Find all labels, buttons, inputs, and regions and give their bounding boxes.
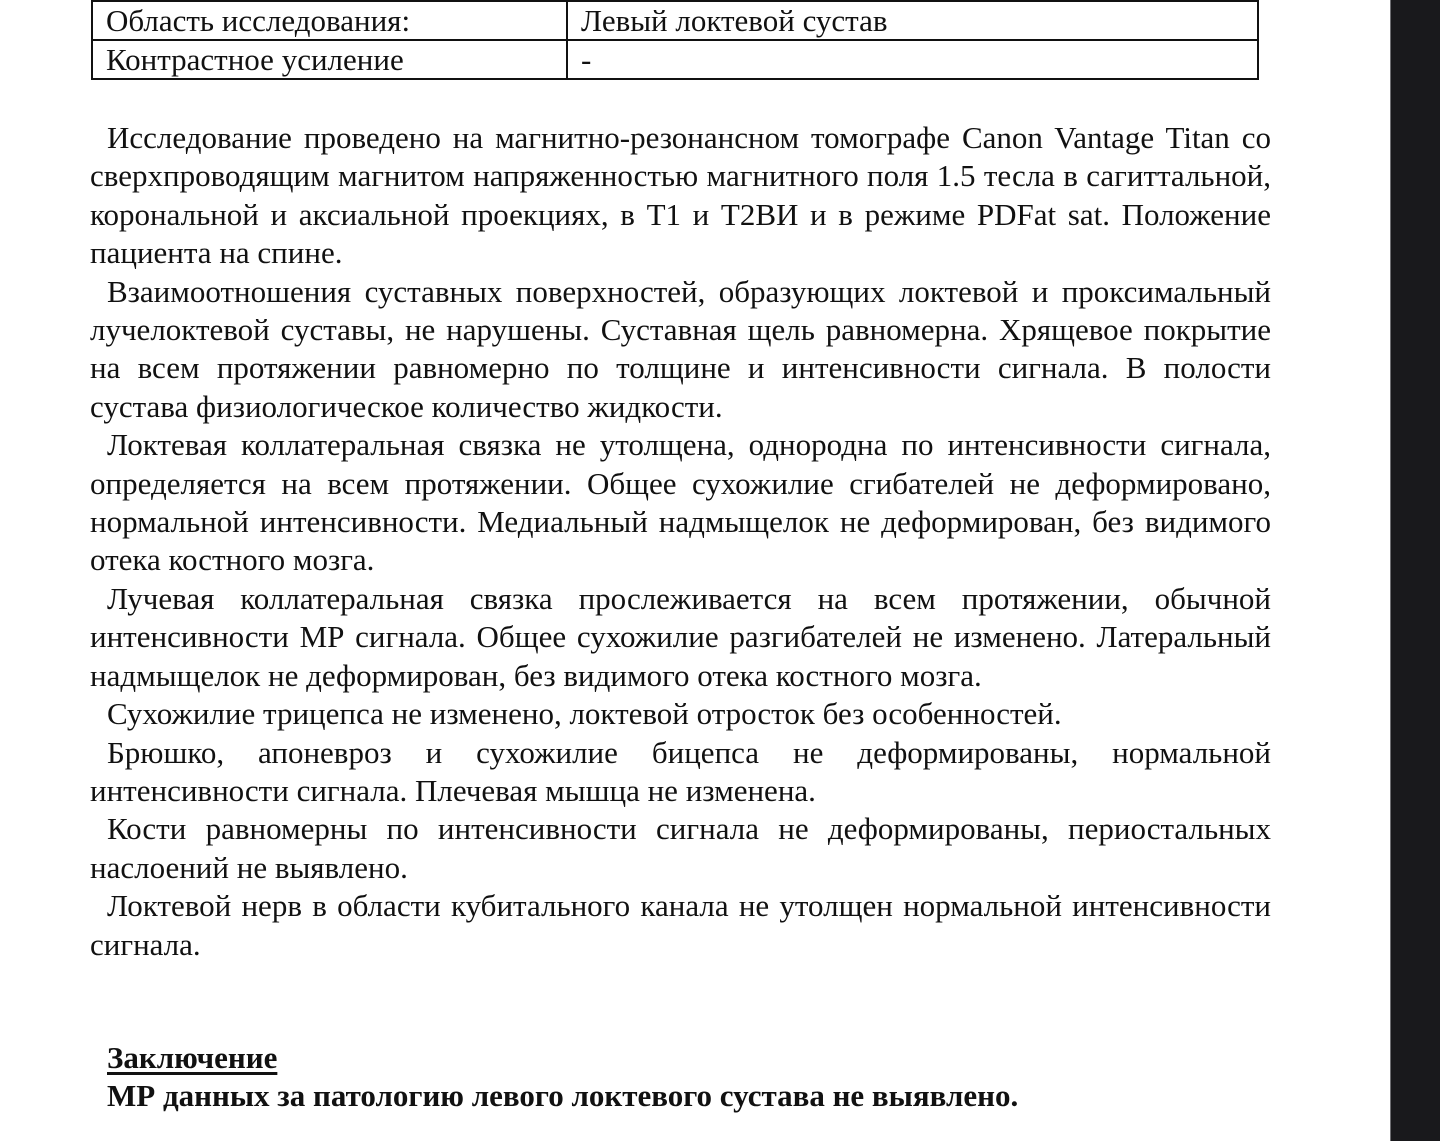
contrast-label: Контрастное усиление — [92, 40, 567, 79]
findings-section — [90, 119, 1271, 964]
study-info-table — [91, 0, 1259, 80]
contrast-value: - — [567, 40, 1258, 79]
conclusion-section — [107, 1039, 1018, 1115]
findings-paragraph-bones: Кости равномерны по интенсивности сигнала не деформированы, периостальных наслоений не выявлено. — [90, 811, 1271, 885]
study-area-value: Левый локтевой сустав — [567, 1, 1258, 40]
findings-paragraph-equipment: Исследование проведено на магнитно-резонансном томографе Canon Vantage Titan со сверхпроводящим магнитом напряженностью магнитного поля 1.5 тесла в сагиттальной, корональной и аксиальной проекциях, в T1 и T2ВИ и в режиме PDFat sat. Положение пациента на спине. — [90, 120, 1271, 271]
viewer-side-panel — [1390, 0, 1440, 1141]
study-area-label: Область исследования: — [92, 1, 567, 40]
findings-paragraph-radial-ligament: Лучевая коллатеральная связка прослеживается на всем протяжении, обычной интенсивности МР сигнала. Общее сухожилие разгибателей не изменено. Латеральный надмыщелок не деформирован, без видимого отека костного мозга. — [90, 580, 1271, 693]
findings-paragraph-ulnar-ligament: Локтевая коллатеральная связка не утолщена, однородна по интенсивности сигнала, определяется на всем протяжении. Общее сухожилие сгибателей не деформировано, нормальной интенсивности. Медиальный надмыщелок не деформирован, без видимого отека костного мозга. — [90, 427, 1271, 578]
findings-paragraph-joint: Взаимоотношения суставных поверхностей, образующих локтевой и проксимальный лучелоктевой суставы, не нарушены. Суставная щель равномерна. Хрящевое покрытие на всем протяжении равномерно по толщине и интенсивности сигнала. В полости сустава физиологическое количество жидкости. — [90, 273, 1271, 424]
findings-paragraph-biceps: Брюшко, апоневроз и сухожилие бицепса не деформированы, нормальной интенсивности сигнала. Плечевая мышца не изменена. — [90, 734, 1271, 808]
conclusion-text: МР данных за патологию левого локтевого сустава не выявлено. — [107, 1078, 1019, 1113]
table-row-study-area — [92, 1, 1258, 40]
table-row-contrast — [92, 40, 1258, 79]
findings-paragraph-triceps: Сухожилие трицепса не изменено, локтевой отросток без особенностей. — [107, 696, 1062, 732]
conclusion-title: Заключение — [107, 1040, 278, 1075]
findings-paragraph-ulnar-nerve: Локтевой нерв в области кубитального канала не утолщен нормальной интенсивности сигнала. — [90, 888, 1271, 962]
